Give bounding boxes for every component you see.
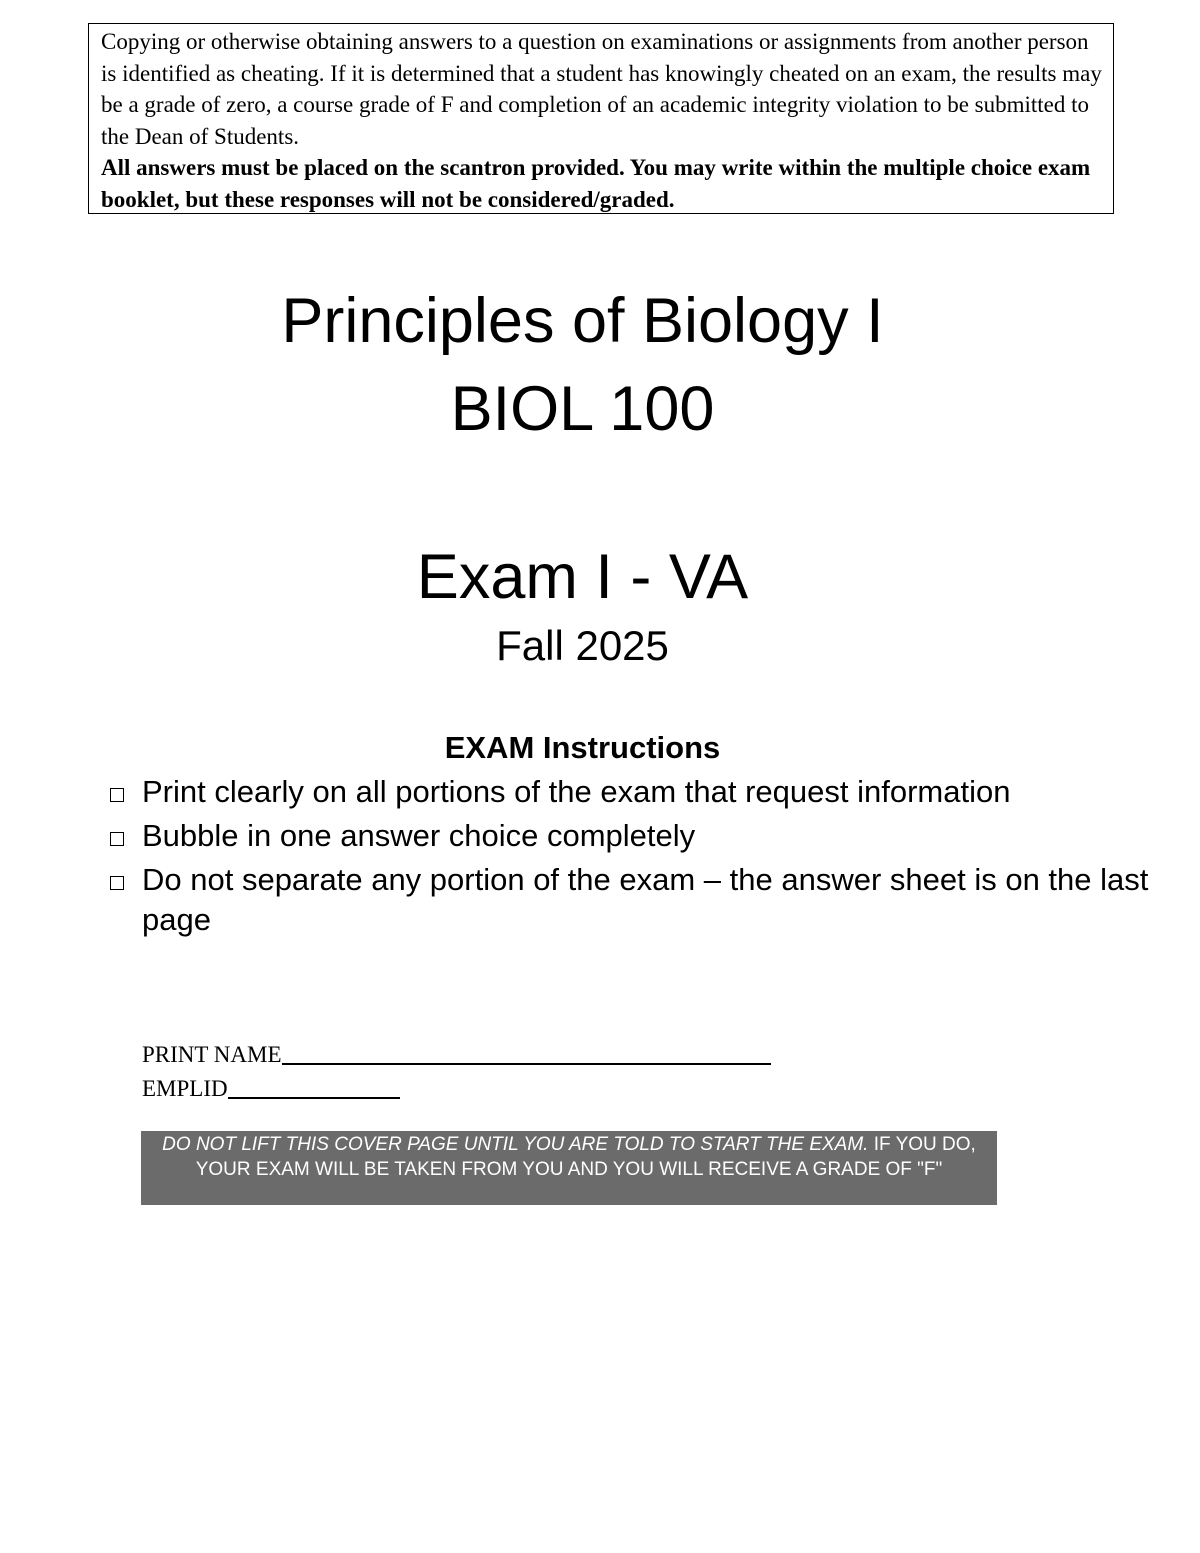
course-name: Principles of Biology I xyxy=(281,286,884,356)
instructions-title: EXAM Instructions xyxy=(444,730,721,765)
instruction-item xyxy=(110,772,1150,812)
emplid-row xyxy=(142,1072,771,1106)
emplid-label: EMPLID xyxy=(142,1076,228,1101)
scantron-notice-text: All answers must be placed on the scantron provided. You may write within the multiple choice exam booklet, but these responses will not be considered/graded. xyxy=(101,155,1091,212)
student-info-fields xyxy=(142,1038,771,1106)
course-code: BIOL 100 xyxy=(450,374,715,444)
print-name-row xyxy=(142,1038,771,1072)
integrity-notice-text: Copying or otherwise obtaining answers to a question on examinations or assignments from another person is identified as cheating. If it is determined that a student has knowingly cheated on an exam, the results may be a grade of zero, a course grade of F and completion of an academic integrity violation to be submitted to the Dean of Students. xyxy=(101,29,1102,149)
academic-integrity-notice xyxy=(88,23,1114,214)
exam-name: Exam I - VA xyxy=(416,542,749,612)
warning-text: IF YOU DO, YOUR EXAM WILL BE TAKEN FROM YOU AND YOU WILL RECEIVE A GRADE OF "F" xyxy=(195,1134,976,1180)
emplid-field[interactable] xyxy=(228,1073,400,1099)
instruction-item xyxy=(110,860,1150,940)
checkbox-bullet-icon xyxy=(110,788,124,802)
instruction-text: Do not separate any portion of the exam – the answer sheet is on the last page xyxy=(142,862,1149,937)
exam-term: Fall 2025 xyxy=(496,622,669,669)
instruction-text: Print clearly on all portions of the exam that request information xyxy=(142,774,1011,809)
instruction-item xyxy=(110,816,1150,856)
instructions-list xyxy=(110,772,1150,944)
print-name-label: PRINT NAME xyxy=(142,1042,282,1067)
instruction-text: Bubble in one answer choice completely xyxy=(142,818,696,853)
checkbox-bullet-icon xyxy=(110,876,124,890)
cover-page-warning xyxy=(141,1131,997,1205)
checkbox-bullet-icon xyxy=(110,832,124,846)
print-name-field[interactable] xyxy=(282,1039,771,1065)
warning-italic-text: DO NOT LIFT THIS COVER PAGE UNTIL YOU ARE TOLD TO START THE EXAM. xyxy=(162,1134,869,1155)
